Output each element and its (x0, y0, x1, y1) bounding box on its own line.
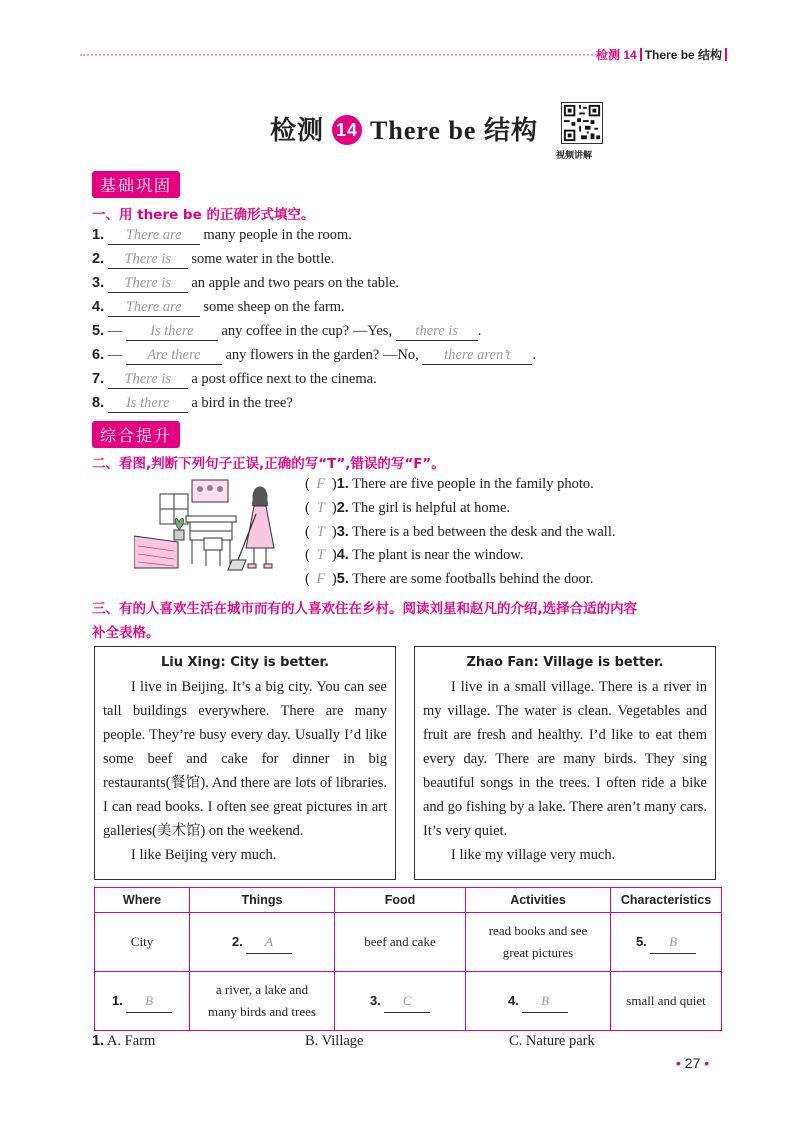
answer-blank[interactable]: There are (108, 298, 200, 317)
tf-answer[interactable]: F (316, 571, 326, 587)
header-divider-end (725, 48, 727, 61)
item-number: 2. (92, 251, 105, 267)
item-number: 4. (336, 547, 349, 563)
exercise-1-item (92, 249, 334, 269)
answer-blank-2[interactable]: there is (396, 322, 478, 341)
bedroom-illustration (134, 476, 284, 572)
page-dot-left: • (676, 1055, 681, 1071)
passage-closing: I like my village very much. (451, 847, 616, 863)
blank-number: 1. (111, 992, 123, 1008)
item-text: The girl is helpful at home. (352, 500, 511, 516)
passage-body: I live in a small village. There is a river in my village. The water is clean. Vegetables and fruit are fresh and healthy. I’d like to eat them every day. There are many birds. They sing beautiful songs in the trees. I often ride a bike and go fishing by a lake. There aren’t many cars. It’s very quiet. (423, 679, 707, 839)
page-title (270, 110, 538, 147)
section-banner-advanced: 综合提升 (92, 421, 180, 448)
answer-blank[interactable]: A (246, 931, 292, 954)
exercise-1-item (92, 321, 481, 341)
exercise-1-item (92, 297, 345, 317)
exercise-1-item (92, 345, 536, 365)
tf-item: ( T )2. The girl is helpful at home. (305, 500, 511, 516)
blank-number: 5. (635, 933, 647, 949)
exercise-1-item (92, 273, 399, 293)
section3-instruction-line2: 补全表格。 (92, 625, 160, 641)
item-text: There are five people in the family photo. (352, 476, 594, 492)
blank-number: 2. (231, 933, 243, 949)
title-number-badge: 14 (332, 115, 362, 145)
answer-blank[interactable]: There are (108, 226, 200, 245)
period: . (532, 347, 536, 363)
answer-blank[interactable]: B (126, 990, 172, 1013)
cell-line: a river, a lake and (215, 982, 309, 997)
table-cell: beef and cake (335, 913, 466, 972)
exercise-1-item (92, 393, 293, 413)
item-text: some sheep on the farm. (203, 299, 345, 315)
options-number: 1. (92, 1033, 105, 1049)
section3-instruction-line1: 三、有的人喜欢生活在城市而有的人喜欢住在乡村。阅读刘星和赵凡的介绍,选择合适的内容 (92, 601, 638, 617)
blank-number: 3. (369, 992, 381, 1008)
answer-blank[interactable]: Is there (108, 394, 188, 413)
item-number: 5. (92, 323, 105, 339)
item-number: 1. (92, 227, 105, 243)
blank-number: 4. (507, 992, 519, 1008)
running-header (596, 46, 730, 63)
dash: — (107, 347, 123, 363)
table-cell (466, 913, 611, 972)
exercise-1-item (92, 369, 377, 389)
period: . (477, 323, 482, 339)
table-cell (466, 972, 611, 1031)
item-text: any coffee in the cup? —Yes, (221, 323, 393, 339)
answer-blank-2[interactable]: there aren’t (422, 346, 532, 365)
page-number (676, 1055, 709, 1071)
column-header: Activities (466, 888, 611, 913)
dash: — (107, 323, 123, 339)
column-header: Characteristics (611, 888, 722, 913)
tf-answer[interactable]: F (316, 476, 326, 492)
item-text: a bird in the tree? (191, 395, 293, 411)
section2-instruction: 二、看图,判断下列句子正误,正确的写“T”,错误的写“F”。 (92, 456, 445, 472)
item-text: There is a bed between the desk and the wall. (352, 524, 616, 540)
passage-body: I live in Beijing. It’s a big city. You can see tall buildings everywhere. There are many people. They’re busy every day. Usually I’d like some beef and cake for dinner in big restaurants(餐馆). And there are lots of libraries. I can read books. I often see great pictures in art galleries(美术馆) on the weekend. (103, 679, 387, 839)
item-text: The plant is near the window. (352, 547, 524, 563)
item-text: a post office next to the cinema. (191, 371, 377, 387)
header-divider (640, 48, 642, 61)
item-number: 7. (92, 371, 105, 387)
answer-blank[interactable]: C (384, 990, 430, 1013)
item-text: many people in the room. (203, 227, 352, 243)
qr-caption: 视频讲解 (556, 150, 593, 160)
passage-heading: Liu Xing: City is better. (160, 655, 330, 670)
cell-line: many birds and trees (208, 1004, 316, 1019)
passage-closing: I like Beijing very much. (131, 847, 277, 863)
section-banner-basic: 基础巩固 (92, 171, 180, 198)
tf-item: ( F )1. There are five people in the family photo. (305, 476, 594, 492)
answer-blank[interactable]: There is (108, 274, 188, 293)
title-topic: There be 结构 (370, 116, 538, 145)
column-header: Food (335, 888, 466, 913)
title-prefix: 检测 (270, 116, 325, 145)
header-dotted-rule (80, 54, 600, 56)
item-text: some water in the bottle. (191, 251, 335, 267)
cell-line: great pictures (502, 945, 574, 960)
table-cell (95, 972, 190, 1031)
option-b: B. Village (305, 1033, 364, 1049)
column-header: Things (190, 888, 335, 913)
column-header: Where (95, 888, 190, 913)
tf-item: ( T )4. The plant is near the window. (305, 547, 524, 563)
passage-zhao-fan (414, 646, 716, 880)
answer-blank[interactable]: B (650, 931, 696, 954)
answer-blank[interactable]: Is there (126, 322, 218, 341)
tf-item: ( F )5. There are some footballs behind the door. (305, 571, 594, 587)
tf-answer[interactable]: T (316, 524, 325, 540)
page-number-text: 27 (684, 1055, 701, 1071)
exercise-1-item (92, 225, 352, 245)
item-number: 4. (92, 299, 105, 315)
item-number: 6. (92, 347, 105, 363)
table-cell (335, 972, 466, 1031)
option-c: C. Nature park (509, 1033, 595, 1049)
option-a: A. Farm (106, 1033, 156, 1049)
item-text: any flowers in the garden? —No, (225, 347, 419, 363)
tf-answer[interactable]: T (316, 547, 325, 563)
header-test-number: 检测 14 (596, 48, 637, 62)
item-text: an apple and two pears on the table. (191, 275, 400, 291)
page-dot-right: • (704, 1055, 710, 1071)
item-text: There are some footballs behind the door. (352, 571, 594, 587)
table-cell (190, 972, 335, 1031)
header-topic: There be 结构 (644, 48, 723, 62)
cell-line: read books and see (488, 923, 588, 938)
table-row (95, 913, 722, 972)
item-number: 5. (336, 571, 349, 587)
item-number: 8. (92, 395, 105, 411)
options-row (92, 1031, 155, 1051)
tf-answer[interactable]: T (316, 500, 325, 516)
comparison-table (94, 887, 722, 1031)
passage-liu-xing (94, 646, 396, 880)
table-row (95, 972, 722, 1031)
answer-blank[interactable]: Are there (126, 346, 222, 365)
item-number: 3. (336, 524, 349, 540)
answer-blank[interactable]: B (522, 990, 568, 1013)
table-cell: small and quiet (611, 972, 722, 1031)
table-header-row (95, 888, 722, 913)
answer-blank[interactable]: There is (108, 250, 188, 269)
passage-heading: Zhao Fan: Village is better. (466, 655, 664, 670)
table-cell: City (95, 913, 190, 972)
item-number: 2. (336, 500, 349, 516)
table-cell (190, 913, 335, 972)
table-cell (611, 913, 722, 972)
tf-item: ( T )3. There is a bed between the desk and the wall. (305, 524, 616, 540)
item-number: 3. (92, 275, 105, 291)
qr-code-icon[interactable] (561, 102, 603, 144)
item-number: 1. (336, 476, 349, 492)
section1-instruction: 一、用 there be 的正确形式填空。 (92, 207, 315, 223)
answer-blank[interactable]: There is (108, 370, 188, 389)
